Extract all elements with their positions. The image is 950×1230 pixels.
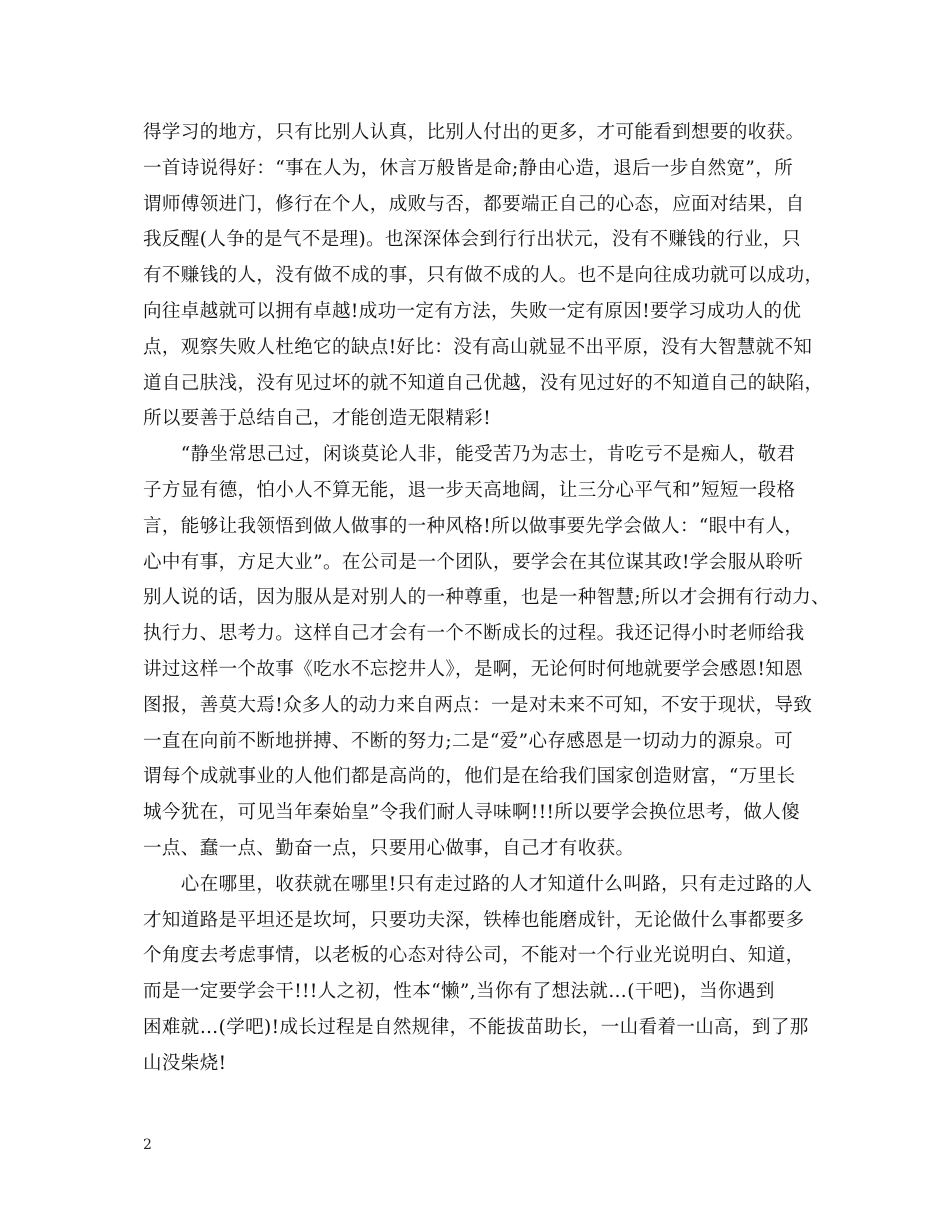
body-text (143, 115, 831, 1082)
text-line: 我反醒(人争的是气不是理)。也深深体会到行行出状元，没有不赚钱的行业，只 (143, 229, 801, 251)
text-line: 言，能够让我领悟到做人做事的一种风格!所以做事要先学会做人：“眼中有人， (143, 515, 804, 537)
text-line: 别人说的话，因为服从是对别人的一种尊重，也是一种智慧;所以才会拥有行动力、 (143, 587, 831, 609)
text-line: 一点、蠢一点、勤奋一点，只要用心做事，自己才有收获。 (143, 837, 635, 859)
text-line: 讲过这样一个故事《吃水不忘挖井人》，是啊，无论何时何地就要学会感恩!知恩 (143, 658, 804, 680)
text-line: “静坐常思己过，闲谈莫论人非，能受苦乃为志士，肯吃亏不是痴人，敬君 (143, 444, 796, 466)
text-line: 心中有事，方足大业”。在公司是一个团队，要学会在其位谋其政!学会服从聆听 (143, 551, 804, 573)
text-line: 心在哪里，收获就在哪里!只有走过路的人才知道什么叫路，只有走过路的人 (143, 873, 813, 895)
text-line: 谓每个成就事业的人他们都是高尚的，他们是在给我们国家创造财富，“万里长 (143, 766, 796, 788)
text-line: 点，观察失败人杜绝它的缺点!好比：没有高山就显不出平原，没有大智慧就不知 (143, 336, 813, 358)
text-line: 得学习的地方，只有比别人认真，比别人付出的更多，才可能看到想要的收获。 (143, 122, 805, 143)
text-line: 城今犹在，可见当年秦始皇”令我们耐人寻味啊!!!所以要学会换位思考，做人傻 (143, 802, 801, 824)
text-line: 山没柴烧! (143, 1052, 227, 1074)
text-line: 才知道路是平坦还是坎坷，只要功夫深，铁棒也能磨成针，无论做什么事都要多 (143, 909, 805, 931)
text-line: 图报，善莫大焉!众多人的动力来自两点：一是对未来不可知，不安于现状，导致 (143, 694, 813, 716)
text-line: 谓师傅领进门，修行在个人，成败与否，都要端正自己的心态，应面对结果，自 (143, 193, 805, 215)
text-line: 一首诗说得好：“事在人为，休言万般皆是命;静由心造，退后一步自然宽”，所 (143, 157, 794, 179)
text-line: 而是一定要学会干!!!人之初，性本“懒”,当你有了想法就…(干吧)，当你遇到 (143, 981, 775, 1003)
page-number: 2 (143, 1137, 152, 1153)
text-line: 向往卓越就可以拥有卓越!成功一定有方法，失败一定有原因!要学习成功人的优 (143, 300, 802, 322)
text-line: 个角度去考虑事情，以老板的心态对待公司，不能对一个行业光说明白、知道， (143, 945, 805, 967)
text-line: 执行力、思考力。这样自己才会有一个不断成长的过程。我还记得小时老师给我 (143, 623, 805, 645)
text-line: 子方显有德，怕小人不算无能，退一步天高地阔，让三分心平气和”短短一段格 (143, 479, 796, 501)
text-line: 困难就…(学吧)!成长过程是自然规律，不能拔苗助长，一山看着一山高，到了那 (143, 1016, 809, 1038)
text-line: 道自己肤浅，没有见过坏的就不知道自己优越，没有见过好的不知道自己的缺陷， (143, 372, 824, 394)
text-line: 有不赚钱的人，没有做不成的事，只有做不成的人。也不是向往成功就可以成功， (143, 265, 824, 287)
text-line: 一直在向前不断地拼搏、不断的努力;二是“爱”心存感恩是一切动力的源泉。可 (143, 730, 794, 752)
text-line: 所以要善于总结自己，才能创造无限精彩! (143, 408, 492, 430)
